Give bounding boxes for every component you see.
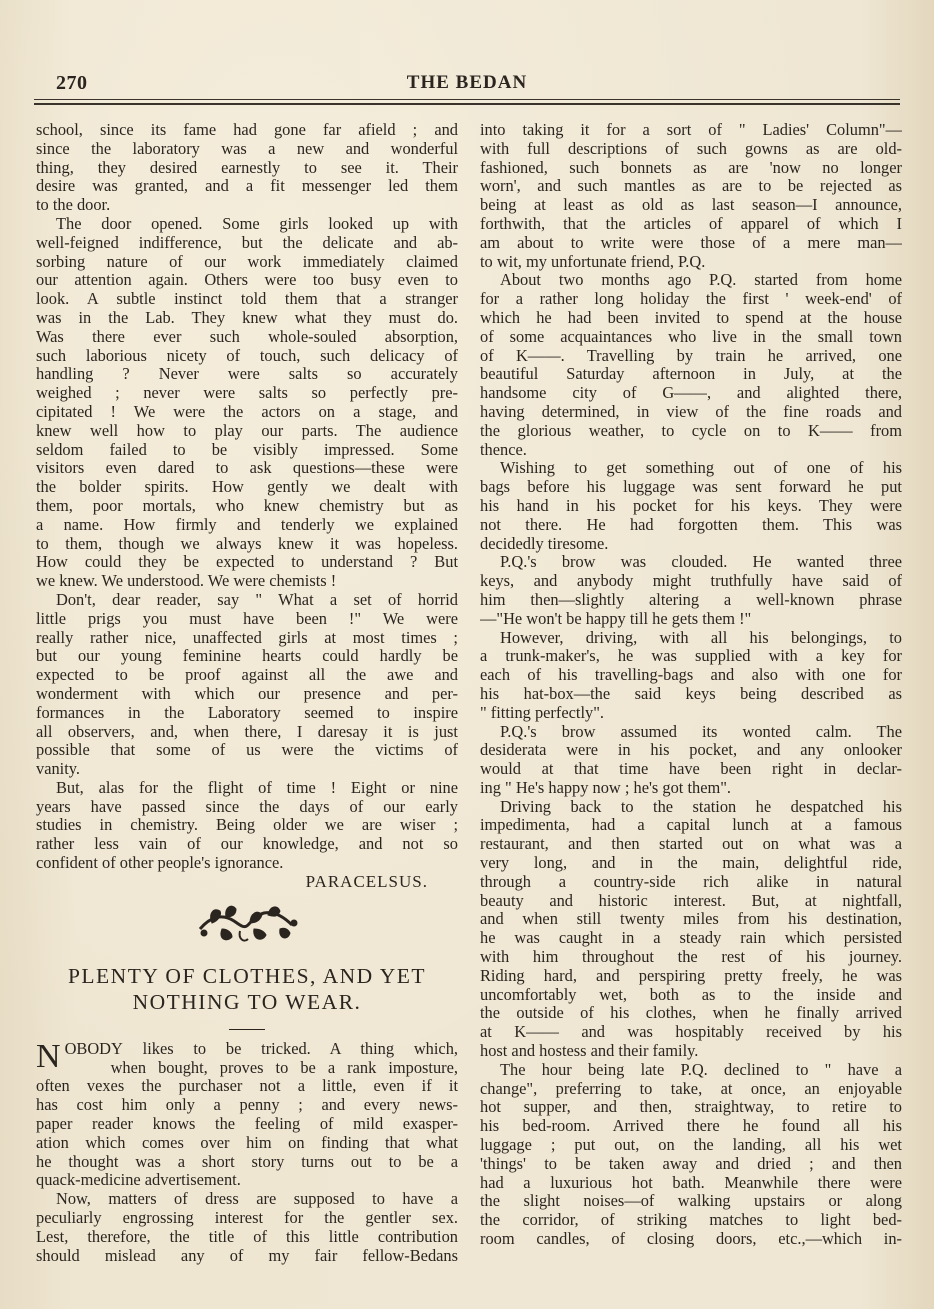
text-line: host and hostess and their family.	[480, 1042, 699, 1061]
text-line: he was caught in a steady rain which persisted	[480, 929, 902, 948]
text-line: through a country-side rich alike in natural	[480, 872, 902, 891]
running-head: THE BEDAN	[406, 72, 528, 93]
right-column	[480, 121, 902, 1249]
text-line: handling ? Never were salts so accurately	[36, 365, 458, 384]
text-line: The hour being late P.Q. declined to " have a	[500, 1060, 902, 1079]
text-line: weighed ; never were salts so perfectly pre-	[36, 384, 458, 403]
text-line: with full descriptions of such gowns as are old-	[480, 139, 902, 158]
text-line: thence.	[480, 440, 527, 459]
text-line: to wit, my unfortunate friend, P.Q.	[480, 252, 706, 271]
text-line: paper reader knows the feeling of mild exasper-	[36, 1115, 458, 1134]
text-line: for a rather long holiday the first ' week-end' of	[480, 290, 902, 309]
text-line: Lest, therefore, the title of this little contribution	[36, 1227, 458, 1246]
header-rule-thick	[34, 103, 900, 105]
text-line: ation which comes over him on finding that what	[36, 1133, 458, 1152]
article-title: NOTHING TO WEAR.	[132, 989, 362, 1014]
paragraph	[480, 553, 902, 628]
text-line: desire was granted, and a fit messenger led them	[36, 177, 458, 196]
text-line: possible that some of us were the victims of	[36, 741, 458, 760]
paragraph	[480, 798, 902, 1061]
text-line: wonderment with which our presence and per-	[36, 684, 458, 703]
text-line: the outside of his clothes, when he finally arrived	[480, 1004, 902, 1023]
text-line: would at that time have been right in declar-	[480, 760, 902, 779]
text-line: fashioned, such bonnets as are 'now no longer	[480, 158, 902, 177]
text-line: expected to be proof against all the awe and	[36, 666, 458, 685]
text-line: worn', and such mantles as are to be rejected as	[480, 177, 902, 196]
text-line: to the door.	[36, 196, 111, 215]
text-line: keys, and anybody might truthfully have said of	[480, 572, 902, 591]
text-line: having determined, in view of the fine roads and	[480, 402, 902, 421]
text-line: impedimenta, had a capital lunch at a famous	[480, 816, 902, 835]
text-line: quack-medicine advertisement.	[36, 1171, 241, 1190]
text-line: his bed-room. Arrived there he found all his	[480, 1117, 902, 1136]
text-line: and when still twenty miles from his destination,	[480, 910, 902, 929]
paragraph	[36, 1190, 458, 1265]
paragraph-continuation	[36, 1059, 458, 1191]
text-line: About two months ago P.Q. started from home	[500, 271, 902, 290]
text-line: the bolder spirits. How gently we dealt with	[36, 478, 458, 497]
text-line: beauty and historic interest. But, at nightfall,	[480, 891, 902, 910]
text-line: of K——. Travelling by train he arrived, one	[480, 346, 902, 365]
text-line: peculiarly engrossing interest for the gentler sex.	[36, 1209, 458, 1228]
text-line: room candles, of closing doors, etc.,—which in-	[480, 1230, 902, 1249]
text-line: hot supper, and then, straightway, to retire to	[480, 1098, 902, 1117]
text-line: Riding hard, and perspiring pretty freely, he was	[480, 966, 902, 985]
text-line: How could they be expected to understand ? But	[36, 553, 458, 572]
text-line: often vexes the purchaser not a little, even if it	[36, 1077, 458, 1096]
paragraph	[480, 629, 902, 723]
text-line: was in the Lab. They knew what they must do.	[36, 308, 458, 327]
text-line: his hat-box—the said keys being described as	[480, 684, 902, 703]
title-divider	[229, 1029, 265, 1030]
text-line: not there. He had forgotten them. This was	[480, 515, 902, 534]
text-line: him then—slightly altering a well-known phrase	[480, 590, 902, 609]
text-line: Wishing to get something out of one of his	[500, 459, 902, 478]
text-line: had a luxurious hot bath. Meanwhile there were	[480, 1173, 902, 1192]
text-line: rather less vain of our knowledge, and not so	[36, 835, 458, 854]
text-line: However, driving, with all his belongings, to	[500, 628, 902, 647]
floral-ornament-icon	[36, 899, 458, 949]
text-line: years have passed since the days of our early	[36, 797, 458, 816]
left-column	[36, 121, 458, 1265]
paragraph	[480, 459, 902, 553]
text-line: should mislead any of my fair fellow-Bedans	[36, 1246, 458, 1265]
text-fragment: likes to be tricked. A thing which,	[142, 1039, 458, 1058]
text-line: Now, matters of dress are supposed to have a	[56, 1190, 458, 1209]
text-line: P.Q.'s brow was clouded. He wanted three	[500, 553, 902, 572]
text-line: luggage ; put out, on the landing, all his wet	[480, 1136, 902, 1155]
text-line: beautiful Saturday afternoon in July, at the	[480, 365, 902, 384]
paragraph	[480, 723, 902, 798]
text-line: with him throughout the rest of his journey.	[480, 948, 902, 967]
text-line: sorbing nature of our work immediately claimed	[36, 252, 458, 271]
text-line: confident of other people's ignorance.	[36, 854, 284, 873]
text-line: Don't, dear reader, say " What a set of horrid	[56, 590, 458, 609]
text-line: am about to write were those of a mere man—	[480, 233, 902, 252]
text-line: handsome city of G——, and alighted there,	[480, 384, 902, 403]
text-line: thing, they desired earnestly to see it. Their	[36, 158, 458, 177]
text-line: since the laboratory was a new and wonderful	[36, 139, 458, 158]
text-line: our attention again. Others were too busy even to	[36, 271, 458, 290]
article-title: PLENTY OF CLOTHES, AND YET	[67, 963, 427, 988]
text-line: knew well how to play our parts. The audience	[36, 421, 458, 440]
text-line: desiderata were in his pocket, and any onlooker	[480, 741, 902, 760]
paragraph	[480, 271, 902, 459]
paragraph	[36, 215, 458, 591]
text-line: P.Q.'s brow assumed its wonted calm. The	[500, 722, 902, 741]
text-line: Was there ever such whole-souled absorption,	[36, 327, 458, 346]
text-line: decidedly tiresome.	[480, 534, 609, 553]
text-line: very long, and in the main, delightful ride,	[480, 854, 902, 873]
paragraph	[480, 121, 902, 271]
text-line: each of his travelling-bags and also with one for	[480, 666, 902, 685]
text-line: uncomfortably wet, both as to the inside and	[480, 985, 902, 1004]
text-line: ing " He's happy now ; he's got them".	[480, 778, 732, 797]
text-line: little prigs you must have been !" We were	[36, 609, 458, 628]
text-line: seldom failed to be visibly impressed. Some	[36, 440, 458, 459]
author-signature: PARACELSUS.	[305, 871, 428, 891]
text-line: forthwith, that the articles of apparel of which I	[480, 214, 902, 233]
text-line: he thought was a short story turns out to be a	[36, 1152, 458, 1171]
header-rule-thin	[34, 99, 900, 100]
text-line: we knew. We understood. We were chemists !	[36, 572, 337, 591]
text-line: a name. How firmly and tenderly we explained	[36, 515, 458, 534]
text-line: 'things' to be taken away and dried ; and then	[480, 1154, 902, 1173]
text-line: has cost him only a penny ; and every news-	[36, 1096, 458, 1115]
paragraph	[36, 591, 458, 779]
text-line	[65, 1040, 458, 1059]
text-line: which he had been invited to spend at the house	[480, 308, 902, 327]
page-number: 270	[56, 72, 88, 94]
text-line: the corridor, of striking matches to light bed-	[480, 1211, 902, 1230]
text-line: restaurant, and then started out on what was a	[480, 835, 902, 854]
text-line: look. A subtle instinct told them that a stranger	[36, 290, 458, 309]
drop-cap: N	[36, 1037, 61, 1075]
text-line: all observers, and, when there, I daresay it is just	[36, 722, 458, 741]
text-line: well-feigned indifference, but the delicate and ab-	[36, 233, 458, 252]
text-line: studies in chemistry. Being older we are wiser ;	[36, 816, 458, 835]
text-line: bags before his luggage was sent forward he put	[480, 478, 902, 497]
small-caps-word: OBODY	[64, 1039, 123, 1058]
text-line: but our young feminine hearts could hardly be	[36, 647, 458, 666]
text-line: vanity.	[36, 760, 81, 779]
paragraph	[36, 121, 458, 215]
text-line: of some acquaintances who live in the small town	[480, 327, 902, 346]
text-line: But, alas for the flight of time ! Eight or nine	[56, 778, 458, 797]
text-line: school, since its fame had gone far afield ; and	[36, 121, 458, 139]
page-header	[34, 66, 900, 96]
text-line: into taking it for a sort of " Ladies' Column"—	[480, 121, 902, 139]
text-line: them, poor mortals, who knew chemistry but as	[36, 496, 458, 515]
text-line: cipitated ! We were the actors on a stage, and	[36, 402, 458, 421]
text-line: Driving back to the station he despatched his	[500, 797, 902, 816]
text-line: really rather nice, unaffected girls at most times ;	[36, 628, 458, 647]
paragraph-with-dropcap	[36, 1037, 458, 1190]
paragraph	[36, 779, 458, 873]
text-line: when bought, proves to be a rank imposture,	[110, 1058, 458, 1077]
paragraph	[480, 1061, 902, 1249]
text-line: at K—— and was hospitably received by his	[480, 1023, 902, 1042]
text-line: The door opened. Some girls looked up with	[56, 214, 458, 233]
text-line: the slight noises—of walking upstairs or along	[480, 1192, 902, 1211]
text-line: being at least as old as last season—I announce,	[480, 196, 902, 215]
text-line: a trunk-maker's, he was supplied with a key for	[480, 647, 902, 666]
text-line: —"He won't be happy till he gets them !"	[480, 609, 752, 628]
text-line: formances in the Laboratory seemed to inspire	[36, 703, 458, 722]
text-line: " fitting perfectly".	[480, 703, 604, 722]
text-line: visitors even dared to ask questions—these were	[36, 459, 458, 478]
text-line: change", preferring to take, at once, an enjoyable	[480, 1079, 902, 1098]
text-line: to them, though we always knew it was hopeless.	[36, 534, 458, 553]
text-line: such laborious nicety of touch, such delicacy of	[36, 346, 458, 365]
text-line: his hand in his pocket for his keys. They were	[480, 496, 902, 515]
text-line: the glorious weather, to cycle on to K—— from	[480, 421, 902, 440]
